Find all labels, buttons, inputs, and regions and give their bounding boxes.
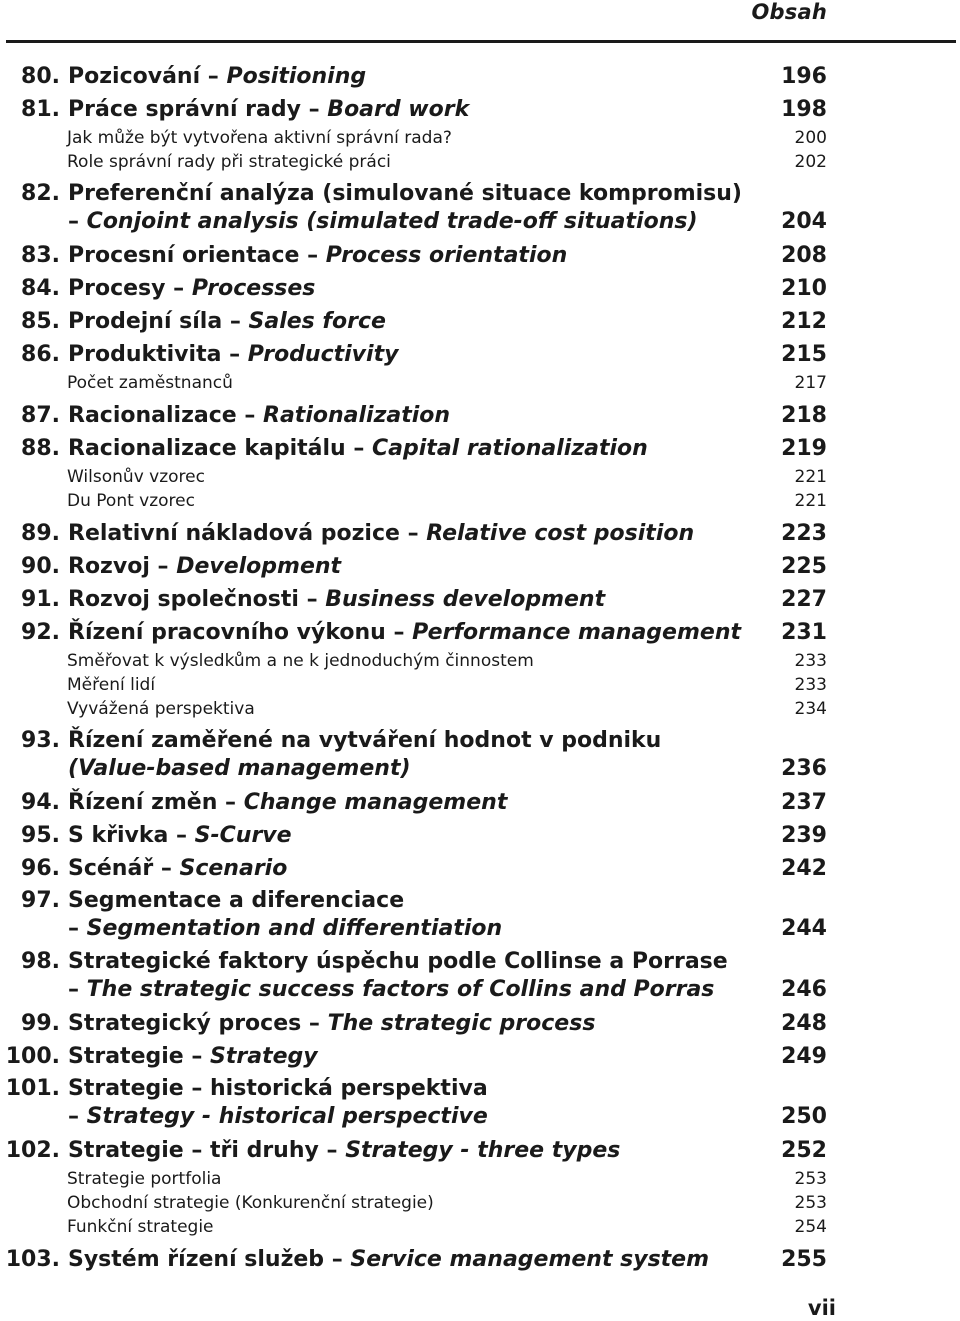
- entry-title: Práce správní rady – Board work: [68, 97, 470, 122]
- entry-title: Produktivita – Productivity: [68, 342, 399, 367]
- header-rule: [6, 40, 956, 43]
- entry-title-czech: Prodejní síla: [68, 309, 223, 334]
- entry-number: 99.: [21, 1011, 60, 1036]
- entry-title-line1: Segmentace a diferenciace: [68, 888, 405, 913]
- entry-title-line1: Řízení zaměřené na vytváření hodnot v podniku: [68, 728, 662, 753]
- toc-entry: [0, 1040, 960, 1073]
- entry-page: 219: [781, 436, 827, 461]
- entry-title-czech: Rozvoj společnosti: [68, 587, 299, 612]
- entry-title: Racionalizace kapitálu – Capital rationalization: [68, 436, 648, 461]
- entry-title-czech: Rozvoj: [68, 554, 150, 579]
- entry-title-czech: Strategický proces: [68, 1011, 302, 1036]
- toc-entry: [0, 852, 960, 885]
- toc-entry: [0, 946, 960, 1007]
- entry-title-english: Rationalization: [263, 403, 451, 428]
- subentry-title: Měření lidí: [67, 675, 156, 695]
- entry-title: Rozvoj společnosti – Business development: [68, 587, 606, 612]
- entry-title-english: Relative cost position: [426, 521, 695, 546]
- entry-title-czech: Procesní orientace: [68, 243, 300, 268]
- entry-title-english: Service management system: [350, 1247, 710, 1272]
- entry-title-english: Change management: [243, 790, 508, 815]
- entry-number: 101.: [5, 1076, 60, 1101]
- entry-title-czech: Racionalizace kapitálu: [68, 436, 346, 461]
- toc-entry: [0, 178, 960, 239]
- entry-title-english: Positioning: [226, 64, 367, 89]
- entry-number: 90.: [21, 554, 60, 579]
- subentry-page: 233: [794, 675, 827, 695]
- entry-page: 244: [781, 916, 827, 941]
- entry-title: Rozvoj – Development: [68, 554, 342, 579]
- toc-entry: [0, 1243, 960, 1276]
- entry-page: 246: [781, 977, 827, 1002]
- entry-title: Racionalizace – Rationalization: [68, 403, 451, 428]
- entry-title-english: Development: [176, 554, 342, 579]
- entry-number: 81.: [21, 97, 60, 122]
- entry-title-english: Business development: [325, 587, 606, 612]
- entry-title-english: Scenario: [179, 856, 288, 881]
- entry-number: 84.: [21, 276, 60, 301]
- entry-number: 100.: [5, 1044, 60, 1069]
- toc-entry: [0, 239, 960, 272]
- entry-page: 215: [781, 342, 827, 367]
- entry-number: 92.: [21, 620, 60, 645]
- entry-number: 94.: [21, 790, 60, 815]
- toc-entry: [0, 885, 960, 946]
- entry-number: 83.: [21, 243, 60, 268]
- entry-title-english: (Value-based management): [68, 756, 411, 781]
- entry-title: Strategický proces – The strategic process: [68, 1011, 596, 1036]
- entry-title-english: The strategic process: [327, 1011, 596, 1036]
- toc-subentry: [0, 126, 960, 150]
- entry-title-czech: Práce správní rady: [68, 97, 301, 122]
- entry-title: Relativní nákladová pozice – Relative cost position: [68, 521, 695, 546]
- entry-title: S křivka – S-Curve: [68, 823, 292, 848]
- subentry-page: 234: [794, 699, 827, 719]
- toc-entry: [0, 93, 960, 126]
- entry-title-czech: Relativní nákladová pozice: [68, 521, 400, 546]
- entry-title: Procesní orientace – Process orientation: [68, 243, 568, 268]
- entry-number: 103.: [5, 1247, 60, 1272]
- entry-title-english: Sales force: [248, 309, 386, 334]
- toc-entry: [0, 1007, 960, 1040]
- toc-subentry: [0, 1191, 960, 1215]
- subentry-page: 202: [794, 152, 827, 172]
- table-of-contents: [0, 60, 960, 1276]
- entry-number: 82.: [21, 181, 60, 206]
- entry-title: Systém řízení služeb – Service management system: [68, 1247, 710, 1272]
- entry-title-english: Conjoint analysis (simulated trade-off situations): [86, 209, 698, 234]
- entry-title-czech: Řízení pracovního výkonu: [68, 620, 386, 645]
- entry-title-czech: Procesy: [68, 276, 166, 301]
- subentry-page: 221: [794, 467, 827, 487]
- entry-page: 223: [781, 521, 827, 546]
- entry-title-english: Process orientation: [325, 243, 568, 268]
- entry-title-czech: Produktivita: [68, 342, 222, 367]
- entry-title-english: Processes: [191, 276, 316, 301]
- toc-entry: [0, 583, 960, 616]
- toc-entry: [0, 305, 960, 338]
- entry-title-line1: Strategické faktory úspěchu podle Collinse a Porrase: [68, 949, 728, 974]
- toc-subentry: [0, 1167, 960, 1191]
- entry-title-czech: S křivka: [68, 823, 169, 848]
- entry-number: 98.: [21, 949, 60, 974]
- entry-number: 85.: [21, 309, 60, 334]
- toc-entry: [0, 399, 960, 432]
- entry-page: 212: [781, 309, 827, 334]
- subentry-title: Jak může být vytvořena aktivní správní rada?: [67, 128, 452, 148]
- entry-page: 255: [781, 1247, 827, 1272]
- entry-title: Scénář – Scenario: [68, 856, 288, 881]
- subentry-page: 217: [794, 373, 827, 393]
- entry-page: 196: [781, 64, 827, 89]
- entry-page: 208: [781, 243, 827, 268]
- entry-page: 239: [781, 823, 827, 848]
- toc-entry: [0, 819, 960, 852]
- toc-subentry: [0, 465, 960, 489]
- entry-title-line1: Strategie – historická perspektiva: [68, 1076, 488, 1101]
- entry-title: Pozicování – Positioning: [68, 64, 367, 89]
- page-number: vii: [807, 1296, 836, 1320]
- entry-page: 249: [781, 1044, 827, 1069]
- subentry-title: Strategie portfolia: [67, 1169, 222, 1189]
- entry-number: 89.: [21, 521, 60, 546]
- entry-page: 252: [781, 1138, 827, 1163]
- entry-page: 204: [781, 209, 827, 234]
- entry-title-line2: – The strategic success factors of Collins and Porras: [68, 977, 715, 1002]
- entry-title-english: Segmentation and differentiation: [86, 916, 503, 941]
- toc-subentry: [0, 489, 960, 513]
- toc-entry: [0, 1134, 960, 1167]
- entry-title-english: S-Curve: [194, 823, 292, 848]
- subentry-page: 221: [794, 491, 827, 511]
- entry-number: 88.: [21, 436, 60, 461]
- toc-entry: [0, 272, 960, 305]
- entry-page: 242: [781, 856, 827, 881]
- entry-title: Řízení změn – Change management: [68, 790, 508, 815]
- entry-page: 225: [781, 554, 827, 579]
- entry-title-czech: Strategie: [68, 1044, 184, 1069]
- toc-subentry: [0, 649, 960, 673]
- entry-title: Strategie – tři druhy – Strategy - three types: [68, 1138, 621, 1163]
- entry-page: 250: [781, 1104, 827, 1129]
- entry-title-english: Strategy: [210, 1044, 318, 1069]
- entry-page: 227: [781, 587, 827, 612]
- toc-subentry: [0, 371, 960, 395]
- entry-title-czech: Řízení změn: [68, 790, 218, 815]
- entry-title-english: Capital rationalization: [372, 436, 648, 461]
- entry-number: 80.: [21, 64, 60, 89]
- entry-number: 97.: [21, 888, 60, 913]
- entry-page: 236: [781, 756, 827, 781]
- toc-entry: [0, 432, 960, 465]
- entry-title: Prodejní síla – Sales force: [68, 309, 386, 334]
- toc-entry: [0, 60, 960, 93]
- entry-number: 95.: [21, 823, 60, 848]
- page-header-title: Obsah: [751, 0, 827, 24]
- entry-title-english: Board work: [327, 97, 470, 122]
- entry-title-english: Strategy - historical perspective: [86, 1104, 488, 1129]
- subentry-title: Počet zaměstnanců: [67, 373, 233, 393]
- toc-entry: [0, 786, 960, 819]
- entry-page: 237: [781, 790, 827, 815]
- toc-subentry: [0, 697, 960, 721]
- entry-page: 248: [781, 1011, 827, 1036]
- entry-page: 210: [781, 276, 827, 301]
- toc-entry: [0, 1073, 960, 1134]
- entry-number: 87.: [21, 403, 60, 428]
- toc-subentry: [0, 673, 960, 697]
- entry-page: 231: [781, 620, 827, 645]
- subentry-page: 253: [794, 1193, 827, 1213]
- subentry-title: Obchodní strategie (Konkurenční strategie): [67, 1193, 434, 1213]
- entry-title: Procesy – Processes: [68, 276, 316, 301]
- entry-title-line2: – Conjoint analysis (simulated trade-off situations): [68, 209, 698, 234]
- toc-entry: [0, 338, 960, 371]
- subentry-title: Role správní rady při strategické práci: [67, 152, 391, 172]
- entry-number: 102.: [5, 1138, 60, 1163]
- subentry-title: Funkční strategie: [67, 1217, 214, 1237]
- toc-entry: [0, 725, 960, 786]
- entry-number: 93.: [21, 728, 60, 753]
- entry-title: Řízení pracovního výkonu – Performance management: [68, 620, 742, 645]
- entry-number: 86.: [21, 342, 60, 367]
- subentry-page: 253: [794, 1169, 827, 1189]
- toc-entry: [0, 517, 960, 550]
- entry-title-czech: Strategie – tři druhy: [68, 1138, 327, 1163]
- entry-title-line2: – Segmentation and differentiation: [68, 916, 503, 941]
- entry-title: Strategie – Strategy: [68, 1044, 318, 1069]
- entry-title-english: Performance management: [412, 620, 742, 645]
- toc-subentry: [0, 1215, 960, 1239]
- entry-title-czech: Systém řízení služeb: [68, 1247, 325, 1272]
- entry-page: 218: [781, 403, 827, 428]
- subentry-title: Wilsonův vzorec: [67, 467, 205, 487]
- entry-title-english: Strategy - three types: [345, 1138, 621, 1163]
- subentry-page: 200: [794, 128, 827, 148]
- entry-title-line1: Preferenční analýza (simulované situace kompromisu): [68, 181, 742, 206]
- toc-subentry: [0, 150, 960, 174]
- entry-title-czech: Racionalizace: [68, 403, 237, 428]
- entry-title-english: Productivity: [247, 342, 399, 367]
- subentry-title: Vyvážená perspektiva: [67, 699, 255, 719]
- entry-title-line2: – Strategy - historical perspective: [68, 1104, 488, 1129]
- entry-title-czech: Pozicování: [68, 64, 201, 89]
- subentry-title: Směřovat k výsledkům a ne k jednoduchým činnostem: [67, 651, 534, 671]
- toc-entry: [0, 550, 960, 583]
- subentry-title: Du Pont vzorec: [67, 491, 195, 511]
- entry-page: 198: [781, 97, 827, 122]
- subentry-page: 233: [794, 651, 827, 671]
- entry-number: 91.: [21, 587, 60, 612]
- entry-title-english: The strategic success factors of Collins and Porras: [86, 977, 715, 1002]
- entry-title-czech: Scénář: [68, 856, 154, 881]
- toc-entry: [0, 616, 960, 649]
- subentry-page: 254: [794, 1217, 827, 1237]
- entry-number: 96.: [21, 856, 60, 881]
